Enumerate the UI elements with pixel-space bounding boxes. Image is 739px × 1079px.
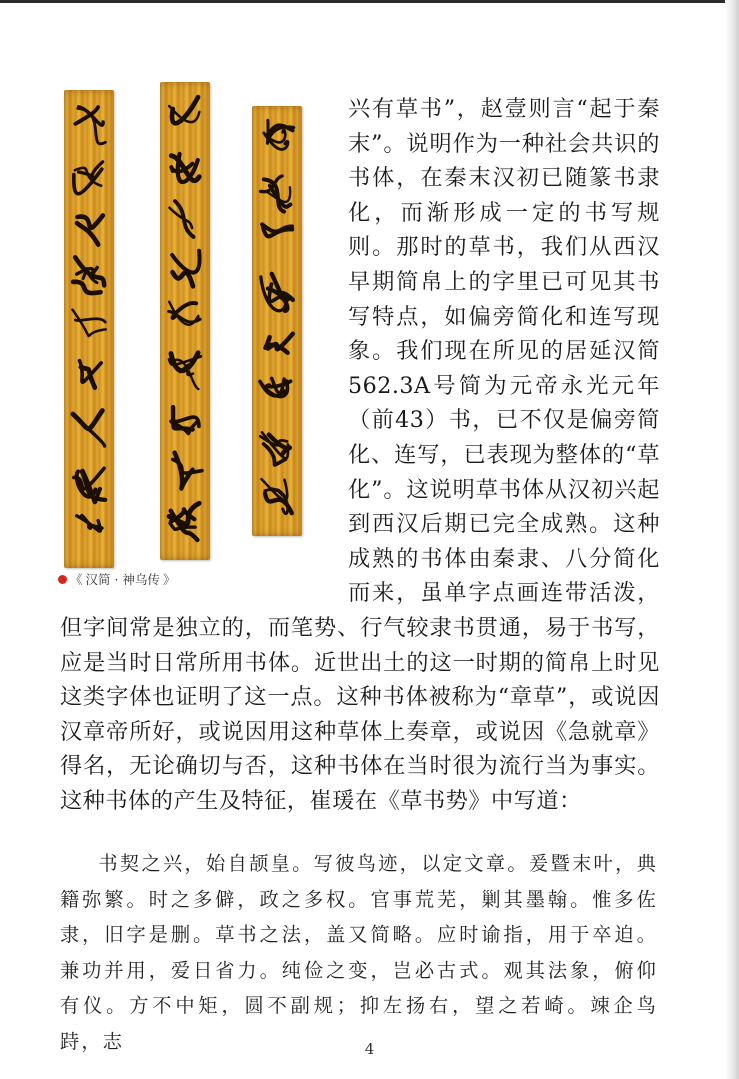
quotation-text: 书契之兴，始自颉皇。写彼鸟迹，以定文章。爰暨末叶，典籍弥繁。时之多僻，政之多权。官事荒芜，剿其墨翰。惟多佐隶，旧字是删。草书之法，盖又简略。应时谕指，用于卒迫。兼功并用，爱日省力。纯俭之变，岂必古式。观其法象，俯仰有仪。方不中矩，圆不副规；抑左扬右，望之若崎。竦企鸟跱，志 xyxy=(60,852,658,1053)
body-paragraph: 兴有草书”，赵壹则言“起于秦末”。说明作为一种社会共识的书体，在秦末汉初已随篆书隶化，而渐形成一定的书写规则。那时的草书，我们从西汉早期简帛上的字里已可见其书写特点，如偏旁简化和连写现象。我们现在所见的居延汉简562.3A号简为元帝永光元年（前43）书，已不仅是偏旁简化、连写，已表现为整体的“草化”。这说明草书体从汉初兴起到西汉后期已完全成熟。这种成熟的书体由秦隶、八分简化而来，虽单字点画连带活泼，但字间常是独立的，而笔势、行气较隶书贯通，易于书写，应是当时日常所用书体。近世出土的这一时期的简帛上时见这类字体也证明了这一点。这种书体被称为“章草”，或说因汉章帝所好，或说因用这种草体上奏章，或说因《急就章》得名，无论确切与否，这种书体在当时很为流行当为事实。这种书体的产生及特征，崔瑗在《草书势》中写道： xyxy=(60,96,660,814)
page-number: 4 xyxy=(364,1040,375,1058)
caption-title: 汉简 · 神乌传 xyxy=(85,572,160,587)
caption-open-bracket: 《 xyxy=(70,572,83,587)
figure-wrap-space xyxy=(60,92,348,602)
caption-close-bracket: 》 xyxy=(162,572,176,587)
body-text-block xyxy=(60,92,660,818)
page-top-edge xyxy=(0,0,739,3)
book-gutter-shadow xyxy=(725,0,739,1079)
quotation-block xyxy=(60,846,658,1059)
